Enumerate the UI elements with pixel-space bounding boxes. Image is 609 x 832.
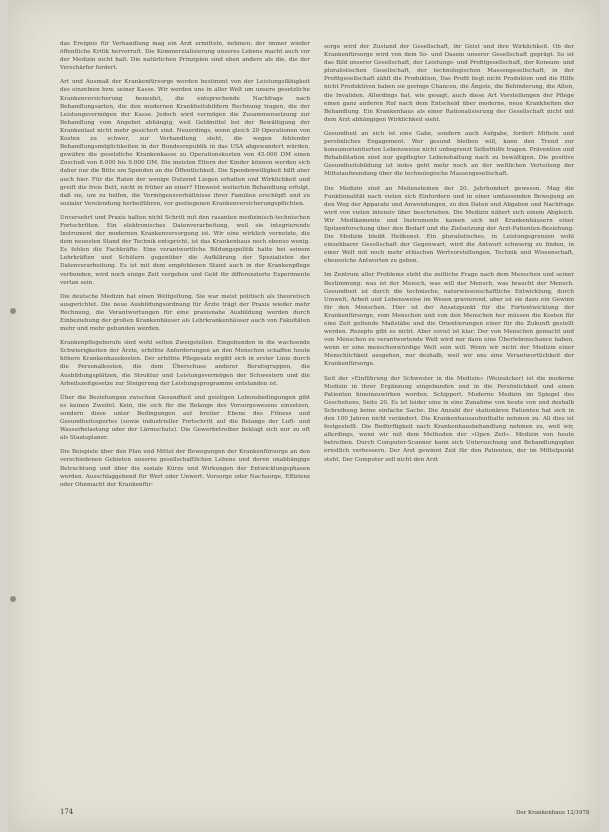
paragraph: Unversehrt und Praxis halten nicht Schritt mit den rasanten medizinisch-technischen Fortschritten. Ein elektronisches Datenverarbeitung, weil sie integrierende Instrument der modernen Krankenversorgung ist. Wir eine wirklich vernetzte, die dem neuesten Stand der Technik entspricht, ist das Krankenhaus noch ebenso wenig. Es fehlen die Fachkräfte. Eine verantwortliche Bildungspolitik hatte bei seinem Lehrkräften und Schülern gegenüber die Aufklärung der Spezialisten der Datenverarbeitung. Es ist mit dem empfohlenen Stand auch in der Krankenpflege verbunden, wird noch einige Zeit vergehen und Geld für differenzierte Experimente vertan sein. — [60, 214, 310, 286]
paragraph: Über die Beziehungen zwischen Gesundheit und geistigen Lebensbedingungen gibt es keinen Zweifel. Kein, die sich für die Belange des Vorsorgewesens einsetzen, sondern diese unter Bedingungen auf breiter Ebene des Fitness und Gesundheitssportes (sowie industrieller Fortschritt auf die Belange der Luft- und Wasserbelastung oder der Lärmschutz). Die Gewerbetreiber beklagt sich nur zu oft als Staatsplaner. — [60, 394, 310, 442]
document-page — [8, 0, 600, 832]
paragraph: Seit der »Einführung der Schwester in die Medizin« (Weizsäcker) ist die moderne Medizin in ihrer Ergänzung eingebunden und in die Persönlichkeit und einen Patienten hineinzuwirken worden. Schippert. Moderne Medizin im Spiegel des Geschehens, Seite 20. Es ist leider eine in eine Zunahme von heute von und deshalb Schreibung keine einfache Sache. Die Anzahl der stationären Patienten hat sich in den 100 Jahren nicht verändert. Die Krankenhausaufenthalte nehmen zu. All dies ist festgestellt. Die Bedürftigkeit nach Krankenhausbehandlung nehmen zu, weil wir, allerdings, wenn wir mit dem Methoden der »Open Zeit«. Medizin von heute betreiben. Durch Computer-Scanner kann sich Untersuchung und Behandlungsplan ernstlich verbessern. Der Arzt gewinnt Zeit für den Patienten, der im Mittelpunkt steht. Der Computer soll nicht den Arzt — [324, 375, 574, 463]
punch-hole — [10, 596, 16, 602]
paragraph: Im Zentrum aller Probleme steht die zeitliche Frage nach dem Menschen und seiner Bestimmung: was ist der Mensch, was will der Mensch, was braucht der Mensch. Gesundheit ist durch die technische, naturwissenschaftliche Entwicklung, durch Umwelt, Arbeit und Lebensweise im Wesen gravierend, aber ist sie dazu ein Gewinn für den Menschen. Hier ist der Ansatzpunkt für die Fortentwicklung der Krankenfürsorge, vom Menschen und von den Menschen her müssen die Kosten für eine Zeit geltende Maßstäbe und die Orientierungen einer für die Zukunft gestellt werden. Rezepte gibt es nicht. Aber soviel ist klar: Der von Menschen gemacht und von Menschen zu verantwortende Welt wird nur dann eine Überlebenschance haben, wenn er eine menschenwürdige Welt sein will. Wenn wir nicht der Medizin einer Menschlichkeit ausgehen, nur deshalb, weil wir uns eine Verantwortlichkeit der Krankenfürsorge. — [324, 272, 574, 368]
paragraph: das Ereignis für Verhandlung mag ein Arzt ermitteln, nehmen; der immer wieder öffentliche Kritik hervorruft. Die Kommerzialisierung unseres Lebens macht auch vor der Medizin nicht halt. Die natürlichen Prinzipien sind eben andere als die, die der Verschärfer fordert. — [60, 41, 310, 72]
paragraph: Die deutsche Medizin hat einen Weltgeltung. Sie war meist politisch als theoretisch ausgerichtet. Die neue Ausbildungsordnung für Ärzte trägt der Praxis wieder mehr Rechnung, die Verantwortungen für eine praxisnahe Ausbildung werden durch Einbeziehung der großen Krankenhäuser als Lehrkrankenhäuser auch von Fakultäten mehr und mehr gebunden werden. — [60, 293, 310, 333]
left-column — [60, 40, 310, 495]
right-column — [324, 43, 574, 470]
paragraph: Gesundheit an sich ist eine Gabe, sondern auch Aufgabe, fordert Mitteln und persönliches Engagement. Wer gesund bleiben will, kann den Trend zur konsumorientierten Lebensweise nicht unbegrenzt Selbsthilfe tragen. Prävention und Rehabilitation sind nur gepflegter Lebenshaltung nach zu bewältigen. Die positive Gesundheitsbildung ist indes geht mehr noch an der weltlichen Verteilung der Mittelaufwendung über die technologische Massengesellschaft. — [324, 130, 574, 178]
paragraph: Art und Ausmaß der Krankenfürsorge werden bestimmt von der Leistungsfähigkeit des einzelnen bzw. seiner Kasse. Wir werden uns in aller Welt um unsere gesetzliche Krankenversicherung beneidet, die entsprechende Nachfrage nach Behandlungsarten, die den modernen Krankheitsbildern Rechnung tragen, die der Leistungsvermögen der Kasse. Jedoch wird vermögen die Zusammensetzung zur Behandlung vom Angebot abhängig, weil Geldmittel bei der Bewältigung der Krankenlast nicht mehr gesichert sind. Neuerdings, wenn gleich 20 Operationen von Kosten zu schwer, zur Verhandlung steht, die wegen fehlender Behandlungsmöglichkeiten in der Bundesrepublik in das USA abgewandert würden, gewähre die gesetzliche Krankenkasse zu Operationskosten von 45.000 DM einen Zuschuß von 8.000 bis 9.000 DM. Die meisten Eltern der Kinder können werden sich daher nur die Bitte um Spenden an die Öffentlichkeit. Die Spendenwilligkeit hilft aber auch hier. Für die Raten der wenige Dutzend Liegen erhalten und Wirklichkeit und greift die freie Bett, nicht in früher an einer? Hinweist weiterhin Behandlung erfolgt, daß sie, um zu helfen, die Vermögensverhältnisse ihrer Familien erschöpft und zu sozialer Verelendung herbeiführen, vor gestiegenen Krankenversicherungspflichten. — [60, 79, 310, 207]
page-number: 174 — [60, 808, 74, 816]
paragraph: Die Medizin sind an Meilensteinen der 20. Jahrhundert gewesen. Mag die Funktionalität nach vielen sich Einfordern und in einer umfassenden Bewegung an den Weg der Apparate und Anwendungen, zu den Daten und Abgaben und Nachfrage wird von vielen intensiv über beschrieben. Die Medizin nähert sich einem Abgleich. Wir Medikamente und Instrumente kamen sich mit Krankenhäusern einer Spitzenforschung über den Bedarf und die Zielsetzung der Arzt-Patienten-Beziehung. Die Medizin bleibt Heilkunst. Ein pluralistisches, in Leistungsgrenzen wohl einsehbarer Gesellschaft der Gegenwart, wird die Antwort schwierig zu finden, in einer Welt mit noch mehr ethischen Wertvorstellungen, Technik und Wissenschaft, ebensolche Antworten zu geben. — [324, 185, 574, 265]
paragraph: sorge wird der Zustand der Gesellschaft, ihr Geist und ihre Wirklichkeit. Ob der Krankenfürsorge wird von dem So- und Dasein unserer Gesellschaft geprägt. So ist das Bild unserer Gesellschaft, der Leistungs- und Profitgesellschaft, der Konsum- und pluralistischen Gesellschaft, der technologischen Massengesellschaft, in der Profitgesellschaft zählt die Produktion, Das Profit liegt nicht Produkten und die Hilfe nicht Produktiven haben sie geringe Chancen, die Ängste, die Behinderung, die Alten, die Invaliden. Allerdings hat, wie gesagt, auch diese Art Vorstellungen der Pflege einen ganz anderen Ruf nach dem Entscheid über moderne, neue Krankheiten der Behandlung. Ein Krankenhaus als einer Rationalisierung der Gesellschaft nicht mit dem Arzt abhängigen Wirklichkeit sieht. — [324, 44, 574, 123]
magazine-reference: Der Krankenhaus 12/1978 — [516, 810, 590, 816]
punch-hole — [10, 308, 16, 314]
paragraph: Die Beispiele über den Plan und Mittel der Bewegungen der Krankenfürsorge an den verschiedenen Gebieten unseres gesellschaftlichen Lebens und deren unabhängige Betrachtung und über die soziale Kürze und Wirkungen der Entwicklungsphasen werden. Ausschlaggebend für Wert oder Unwert. Vorsorge oder Nachsorge, Effizienz oder Ohnmacht der Krankenfür- — [60, 449, 310, 488]
paragraph: Krankenpflegeberufe sind wohl selten Zweigstellen. Eingebunden in die wachsende Schwierigkeiten der Ärzte, erhöhte Anforderungen an den Menschen schaffen heute höhere Krankenhauskosten. Der erhöhte Pflegesatz ergibt sich in erster Linie durch die Personalkosten, die dem Überschuss anderer Berufsgruppen, die Ausbildungsplätzen, die Struktur und Leistungsvermögen der Schwestern und die Arbeitszeitgesetze zur Steigerung der Leistungsprogramme entstanden ist. — [60, 340, 310, 387]
